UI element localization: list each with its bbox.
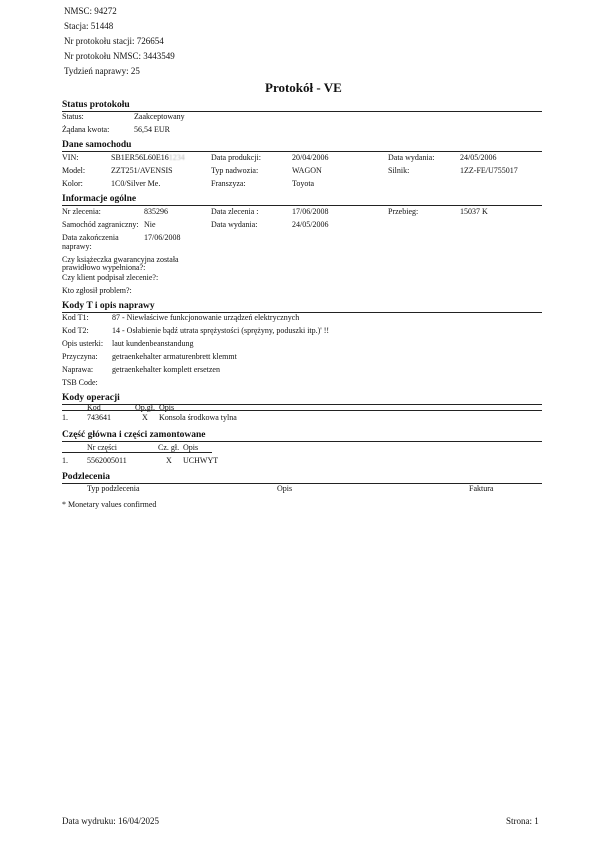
section-heading-parts: Część główna i części zamontowane bbox=[62, 430, 206, 440]
nmsc-protocol-number: Nr protokołu NMSC: 3443549 bbox=[64, 51, 175, 61]
vin-label: VIN: bbox=[62, 153, 79, 162]
col-header-main-part: Cz. gł. bbox=[158, 443, 180, 452]
requested-amount-label: Żądana kwota: bbox=[62, 125, 110, 134]
row-number: 1. bbox=[62, 413, 68, 422]
franchise-value: Toyota bbox=[292, 179, 315, 188]
t1-value: 87 - Niewłaściwe funkcjonowanie urządzeń elektrycznych bbox=[112, 313, 300, 322]
page-title: Protokół - VE bbox=[265, 80, 342, 95]
cause-value: getraenkehalter armaturenbrett klemmt bbox=[112, 352, 237, 361]
repair-value: getraenkehalter komplett ersetzen bbox=[112, 365, 220, 374]
fault-description-value: laut kundenbeanstandung bbox=[112, 339, 194, 348]
problem-reporter-question: Kto zgłosił problem?: bbox=[62, 286, 132, 295]
tsb-code-label: TSB Code: bbox=[62, 378, 98, 387]
col-header-part-number: Nr części bbox=[87, 443, 117, 452]
col-header-description: Opis bbox=[159, 403, 175, 412]
main-operation-flag: X bbox=[142, 413, 148, 422]
vin-value bbox=[111, 153, 185, 162]
engine-value: 1ZZ-FE/U755017 bbox=[460, 166, 518, 175]
requested-amount-value: 56,54 EUR bbox=[134, 125, 170, 134]
issue-date-value: 24/05/2006 bbox=[460, 153, 497, 162]
foreign-car-value: Nie bbox=[144, 220, 156, 229]
section-heading-t-codes: Kody T i opis naprawy bbox=[62, 301, 155, 311]
status-value: Zaakceptowany bbox=[134, 112, 185, 121]
t2-value: 14 - Osłabienie bądź utrata sprężystości (sprężyny, poduszki itp.)' !! bbox=[112, 326, 330, 335]
fault-description-label: Opis usterki: bbox=[62, 339, 104, 348]
cause-label: Przyczyna: bbox=[62, 352, 98, 361]
vin-masked: 1234 bbox=[168, 153, 185, 162]
issue-date-label-2: Data wydania: bbox=[211, 220, 258, 229]
color-value: 1C0/Silver Me. bbox=[111, 179, 161, 188]
body-type-value: WAGON bbox=[292, 166, 322, 175]
order-date-value: 17/06/2008 bbox=[292, 207, 329, 216]
table-header-rule bbox=[62, 410, 542, 411]
issue-date-value-2: 24/05/2006 bbox=[292, 220, 329, 229]
section-heading-vehicle: Dane samochodu bbox=[62, 140, 132, 150]
client-signed-question: Czy klient podpisał zlecenie?: bbox=[62, 273, 159, 282]
production-date-label: Data produkcji: bbox=[211, 153, 261, 162]
section-heading-operations: Kody operacji bbox=[62, 393, 120, 403]
section-rule bbox=[62, 205, 542, 206]
page-number: Strona: 1 bbox=[506, 816, 539, 826]
repair-end-label-2: naprawy: bbox=[62, 242, 92, 251]
col-header-code: Kod bbox=[87, 403, 101, 412]
issue-date-label: Data wydania: bbox=[388, 153, 435, 162]
col-header-subcontract-description: Opis bbox=[277, 484, 293, 493]
col-header-subcontract-type: Typ podzlecenia bbox=[87, 484, 140, 493]
part-description: UCHWYT bbox=[183, 456, 219, 465]
color-label: Kolor: bbox=[62, 179, 83, 188]
mileage-value: 15037 K bbox=[460, 207, 488, 216]
section-rule bbox=[62, 404, 542, 405]
body-type-label: Typ nadwozia: bbox=[211, 166, 259, 175]
status-label: Status: bbox=[62, 112, 84, 121]
station-number: Stacja: 51448 bbox=[64, 21, 114, 31]
order-date-label: Data zlecenia : bbox=[211, 207, 259, 216]
t1-label: Kod T1: bbox=[62, 313, 89, 322]
order-number-value: 835296 bbox=[144, 207, 168, 216]
model-value: ZZT251/AVENSIS bbox=[111, 166, 173, 175]
col-header-main-op: Op.gł. bbox=[135, 403, 155, 412]
section-heading-general: Informacje ogólne bbox=[62, 194, 137, 204]
col-header-part-description: Opis bbox=[183, 443, 199, 452]
print-date: Data wydruku: 16/04/2025 bbox=[62, 816, 159, 826]
section-heading-status: Status protokołu bbox=[62, 100, 130, 110]
t2-label: Kod T2: bbox=[62, 326, 89, 335]
order-number-label: Nr zlecenia: bbox=[62, 207, 101, 216]
main-part-flag: X bbox=[166, 456, 172, 465]
warranty-book-question-2: prawidłowo wypełniona?: bbox=[62, 263, 146, 272]
operation-description: Konsola środkowa tylna bbox=[159, 413, 237, 422]
nmsc-number: NMSC: 94272 bbox=[64, 6, 117, 16]
section-rule bbox=[62, 441, 542, 442]
repair-week: Tydzień naprawy: 25 bbox=[64, 66, 140, 76]
production-date-value: 20/04/2006 bbox=[292, 153, 329, 162]
row-number: 1. bbox=[62, 456, 68, 465]
foreign-car-label: Samochód zagraniczny: bbox=[62, 220, 139, 229]
engine-label: Silnik: bbox=[388, 166, 410, 175]
repair-end-label: Data zakończenia bbox=[62, 233, 119, 242]
station-protocol-number: Nr protokołu stacji: 726654 bbox=[64, 36, 164, 46]
repair-label: Naprawa: bbox=[62, 365, 94, 374]
repair-end-value: 17/06/2008 bbox=[144, 233, 181, 242]
section-rule bbox=[62, 151, 542, 152]
vin-visible: SB1ER56L60E16 bbox=[111, 153, 169, 162]
mileage-label: Przebieg: bbox=[388, 207, 419, 216]
monetary-note: * Monetary values confirmed bbox=[62, 500, 157, 509]
section-heading-subcontracts: Podzlecenia bbox=[62, 472, 111, 482]
col-header-invoice: Faktura bbox=[469, 484, 494, 493]
part-number: 5562005011 bbox=[87, 456, 127, 465]
model-label: Model: bbox=[62, 166, 86, 175]
warranty-book-question: Czy książeczka gwarancyjna została bbox=[62, 255, 179, 264]
franchise-label: Franszyza: bbox=[211, 179, 246, 188]
operation-code: 743641 bbox=[87, 413, 111, 422]
table-header-rule bbox=[62, 452, 212, 453]
